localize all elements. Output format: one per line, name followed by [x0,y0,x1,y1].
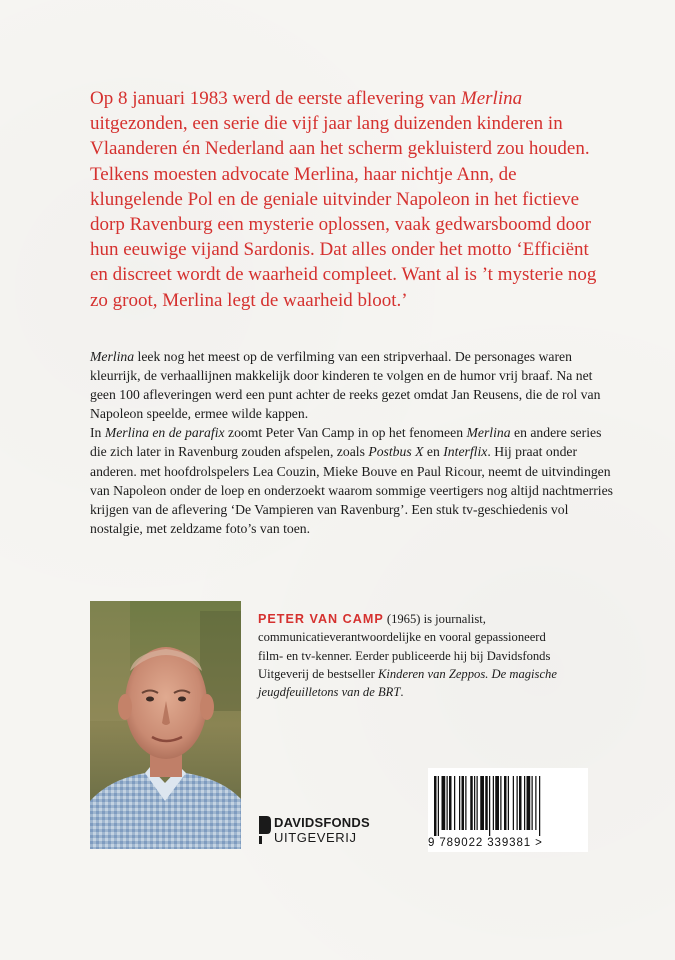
isbn-digits: 9 789022 339381 > [428,837,543,849]
barcode-bar [519,776,522,830]
barcode-bar [504,776,507,830]
barcode-bar [524,776,525,830]
barcode-bar [465,776,466,830]
barcode-bar [434,776,437,836]
barcode-bar [500,776,501,830]
barcode-bar [454,776,455,830]
barcode-bar [474,776,475,830]
barcode-bar [442,776,446,830]
barcode-bar [470,776,473,830]
author-photo [90,601,241,849]
author-name: PETER VAN CAMP [258,612,384,626]
publisher-name: DAVIDSFONDS [274,815,370,830]
barcode-bar [495,776,499,830]
barcode-bar [477,776,478,830]
barcode-bar [447,776,448,830]
barcode-bar [517,776,518,830]
barcode-bar [489,776,490,836]
barcode-bar [527,776,531,830]
publisher-mark-icon [258,815,272,845]
barcode-bar [532,776,533,830]
description-paragraph-2: In Merlina en de parafix zoomt Peter Van Camp in op het fenomeen Merlina en andere series die zich later in Ravenburg zouden afspelen, zoals Postbus X en Interflix. Hij praat onder anderen. met hoofdrolspelers Lea Couzin, Mieke Bouve en Paul Ricour, neemt de uitvindingen van Napoleon onder de loep en onderzoekt waarom sommige veertigers nog altijd nachtmerries krijgen van de aflevering ‘De Vampieren van Ravenburg’. Een stuk tv-geschiedenis vol nostalgie, met zeldzame foto’s van toen. [90,425,613,536]
barcode-bar [449,776,452,830]
author-bio: PETER VAN CAMP (1965) is journalist, communicatieverantwoordelijke en vooral gepassioneerd film- en tv-kenner. Eerder publiceerde hij bij Davidsfonds Uitgeverij de bestseller Kinderen van Zeppos. De magische jeugdfeuilletons van de BRT. [258,612,557,700]
intro-blurb: Op 8 januari 1983 werd de eerste aflevering van Merlina uitgezonden, een serie die vijf jaar lang duizenden kinderen in Vlaanderen én Nederland aan het scherm gekluisterd zou houden. Telkens moesten advocate Merlina, haar nichtje Ann, de klungelende Pol en de geniale uitvinder Napoleon in het fictieve dorp Ravenburg een mysterie oplossen, vaak gedwarsboomd door hun eeuwige vijand Sardonis. Dat alles onder het motto ‘Efficiënt en discreet wordt de waarheid compleet. Want al is ’t mysterie nog zo groot, Merlina legt de waarheid bloot.’ [90,88,597,311]
barcode-bar [493,776,494,830]
barcode-bar [459,776,460,830]
barcode-bar [508,776,509,830]
description-text [90,347,615,538]
description-paragraph-1: Merlina leek nog het meest op de verfilming van een stripverhaal. De personages waren kleurrijk, de verhaallijnen makkelijk door kinderen te volgen en de humor vrij braaf. Na net geen 100 afleveringen werd een punt achter de reeks gezet omdat Jan Reusens, die de rol van Napoleon speelde, ermee wilde kappen. [90,349,601,422]
barcode-bar [539,776,540,836]
publisher-subtitle: UITGEVERIJ [274,830,357,845]
barcode-bar [485,776,488,830]
barcode-bar [438,776,439,836]
publisher-logo [258,812,398,848]
barcode-bar [535,776,536,830]
barcode-bar [480,776,484,830]
barcode-bars [428,768,588,836]
barcode-bar [513,776,514,830]
barcode-bar [462,776,465,830]
